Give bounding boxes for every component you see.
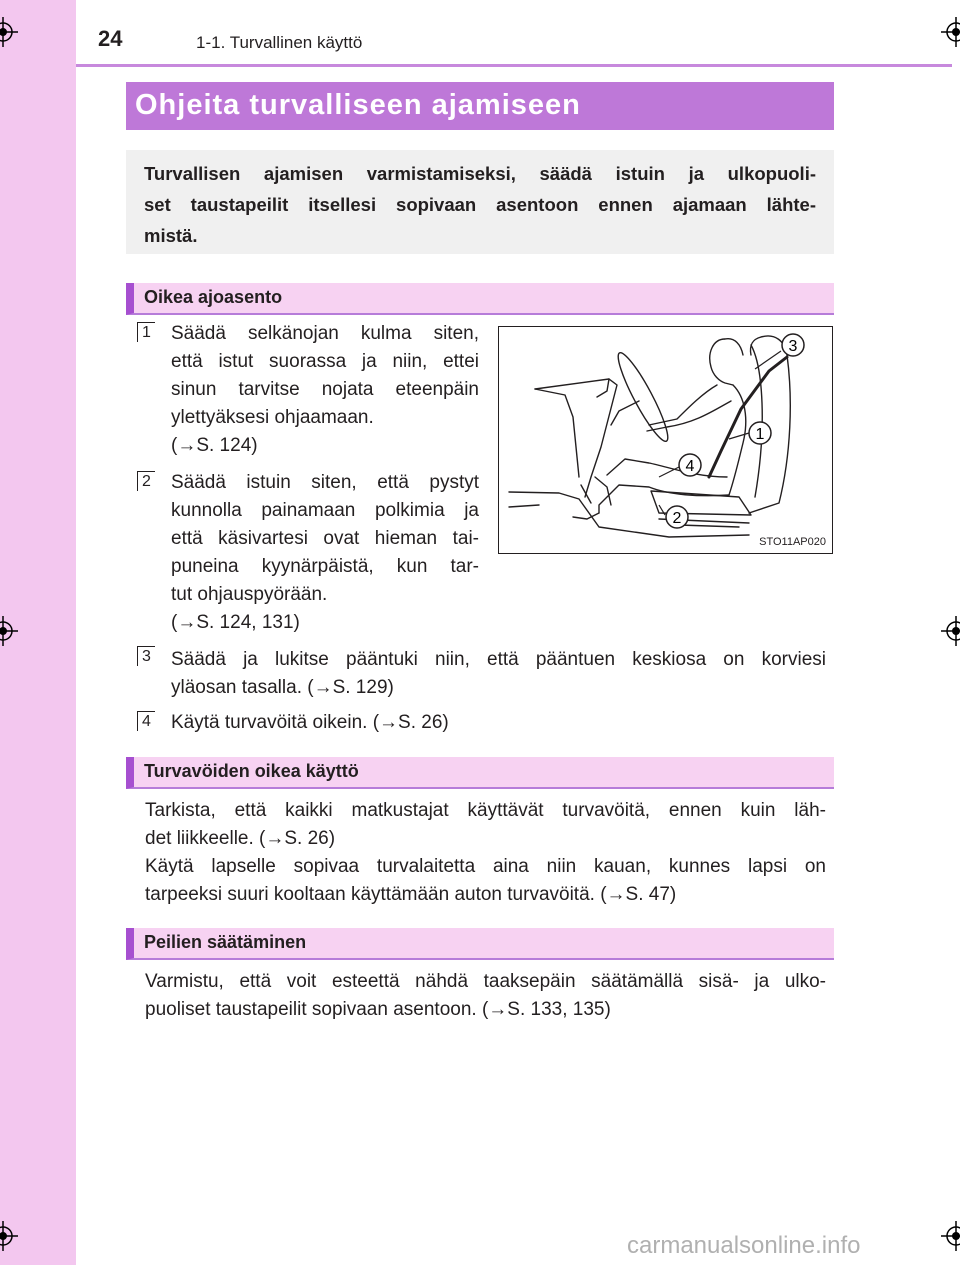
driving-posture-figure [498,326,833,554]
para-line: Käytä lapselle sopivaa turvalaitetta aina niin kauan, kunnes lapsi on [145,856,826,877]
running-header: 1-1. Turvallinen käyttö [196,33,363,52]
item-line: Säädä istuin siten, että pystyt [171,472,479,493]
callout-4: 4 [685,458,695,475]
section-heading-text: Oikea ajoasento [144,287,283,307]
registration-mark-icon [941,17,960,47]
item-line: Käytä turvavöitä oikein. (→S. 26) [171,712,449,733]
section-heading-mirrors [126,928,834,960]
callout-3: 3 [788,338,798,355]
page-title-bar [126,82,834,130]
item-line: sinun tarvitse nojata eteenpäin [171,379,479,400]
item-number-4: 4 [137,711,155,731]
watermark: carmanualsonline.info [627,1232,861,1259]
registration-mark-icon [0,616,18,646]
item-line: kunnolla painamaan polkimia ja [171,500,479,521]
item-number-3: 3 [137,646,155,666]
item-line: Säädä selkänojan kulma siten, [171,323,479,344]
callout-2: 2 [672,510,682,527]
item-line: että istut suorassa ja niin, ettei [171,351,479,372]
item-line: tut ohjauspyörään. [171,584,328,605]
item-number-1: 1 [137,322,155,342]
item-line: ylettyäksesi ohjaamaan. [171,407,374,428]
section-heading-text: Peilien säätäminen [144,932,307,952]
intro-line: set taustapeilit itsellesi sopivaan asentoon ennen ajamaan lähte- [144,194,816,215]
posture-item-1 [171,320,479,460]
para-line: puoliset taustapeilit sopivaan asentoon. (→S. 133, 135) [145,999,611,1020]
item-ref: (→S. 124, 131) [171,612,300,633]
para-line: Tarkista, että kaikki matkustajat käyttävät turvavöitä, ennen kuin läh- [145,800,826,821]
item-line: puneina kyynärpäistä, kun tar- [171,556,479,577]
section-heading-seatbelts [126,757,834,789]
section-heading-text: Turvavöiden oikea käyttö [144,761,359,781]
item-number-2: 2 [137,471,155,491]
registration-mark-icon [941,616,960,646]
posture-item-2 [171,469,479,637]
posture-item-3 [171,646,826,702]
mirrors-paragraph [145,968,826,1024]
registration-mark-icon [0,1221,18,1251]
item-ref: (→S. 124) [171,435,258,456]
registration-mark-icon [941,1221,960,1251]
callout-1: 1 [755,426,765,443]
section-heading-posture [126,283,834,315]
posture-item-4 [171,709,826,737]
page-title: Ohjeita turvalliseen ajamiseen [135,89,581,121]
figure-code: STO11AP020 [759,536,826,548]
item-line: Säädä ja lukitse pääntuki niin, että pääntuen keskiosa on korviesi [171,649,826,670]
page-number: 24 [98,26,123,51]
seatbelts-paragraph [145,797,826,909]
para-line: Varmistu, että voit esteettä nähdä taaksepäin säätämällä sisä- ja ulko- [145,971,826,992]
para-line: tarpeeksi suuri kooltaan käyttämään auton turvavöitä. (→S. 47) [145,884,677,905]
registration-mark-icon [0,17,18,47]
para-line: det liikkeelle. (→S. 26) [145,828,336,849]
header-rule [76,64,952,67]
intro-line: Turvallisen ajamisen varmistamiseksi, säädä istuin ja ulkopuoli- [144,163,816,184]
item-line: yläosan tasalla. (→S. 129) [171,677,394,698]
driving-posture-illustration [499,327,831,552]
intro-box [126,150,834,254]
intro-line: mistä. [144,225,198,246]
item-line: että käsivartesi ovat hieman tai- [171,528,479,549]
